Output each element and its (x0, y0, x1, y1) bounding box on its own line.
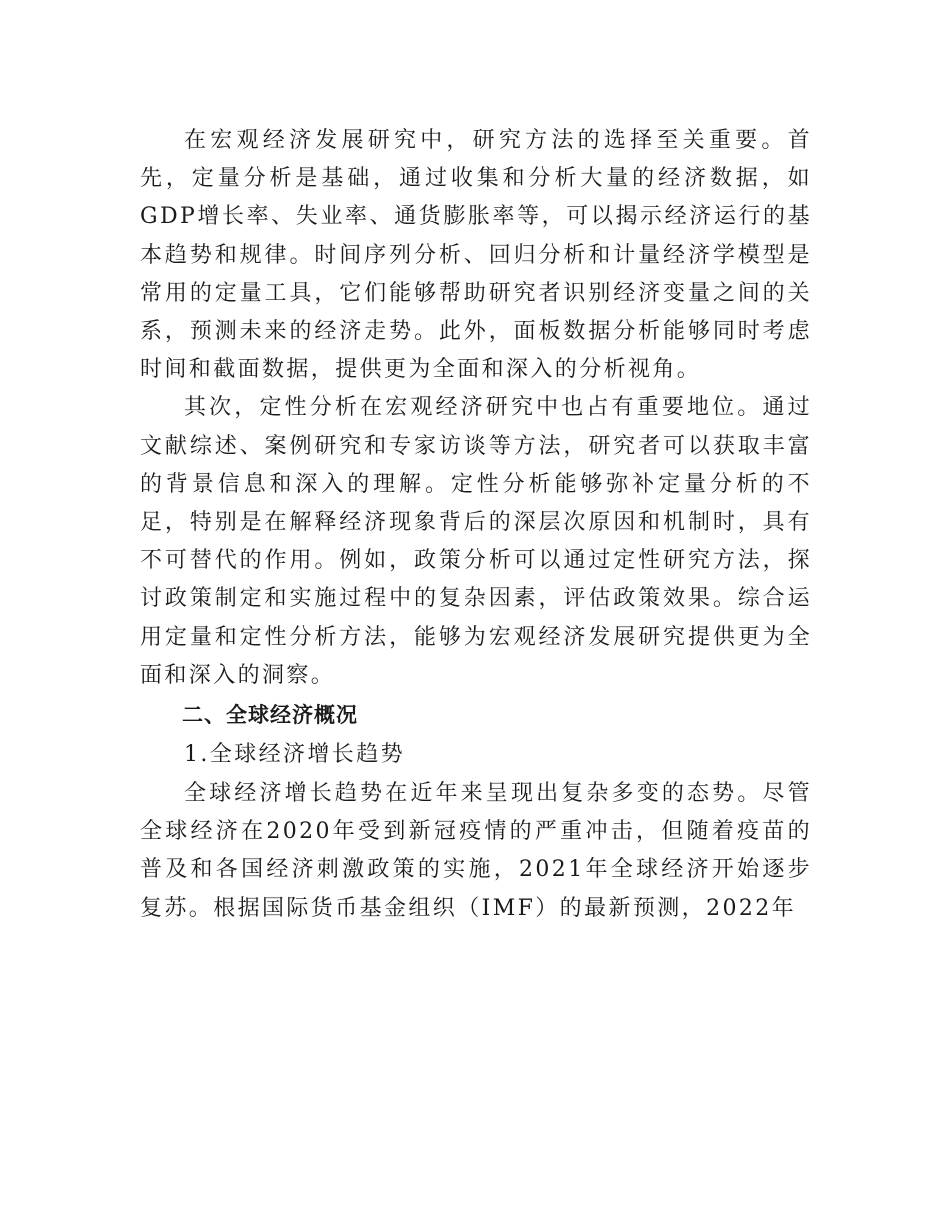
paragraph-research-methods-qualitative: 其次，定性分析在宏观经济研究中也占有重要地位。通过文献综述、案例研究和专家访谈等方法，研究者可以获取丰富的背景信息和深入的理解。定性分析能够弥补定量分析的不足，特别是在解释经济现象背后的深层次原因和机制时，具有不可替代的作用。例如，政策分析可以通过定性研究方法，探讨政策制定和实施过程中的复杂因素，评估政策效果。综合运用定量和定性分析方法，能够为宏观经济发展研究提供更为全面和深入的洞察。 (140, 395, 812, 688)
paragraph-global-growth: 全球经济增长趋势在近年来呈现出复杂多变的态势。尽管全球经济在2020年受到新冠疫情的严重冲击，但随着疫苗的普及和各国经济刺激政策的实施，2021年全球经济开始逐步复苏。根据国际货币基金组织（IMF）的最新预测，2022年 (140, 781, 812, 921)
subsection-heading: 1.全球经济增长趋势 (184, 742, 405, 768)
section-heading: 二、全球经济概况 (182, 703, 358, 728)
document-body (140, 122, 812, 928)
paragraph-research-methods-quantitative: 在宏观经济发展研究中，研究方法的选择至关重要。首先，定量分析是基础，通过收集和分析大量的经济数据，如GDP增长率、失业率、通货膨胀率等，可以揭示经济运行的基本趋势和规律。时间序列分析、回归分析和计量经济学模型是常用的定量工具，它们能够帮助研究者识别经济变量之间的关系，预测未来的经济走势。此外，面板数据分析能够同时考虑时间和截面数据，提供更为全面和深入的分析视角。 (140, 128, 812, 383)
